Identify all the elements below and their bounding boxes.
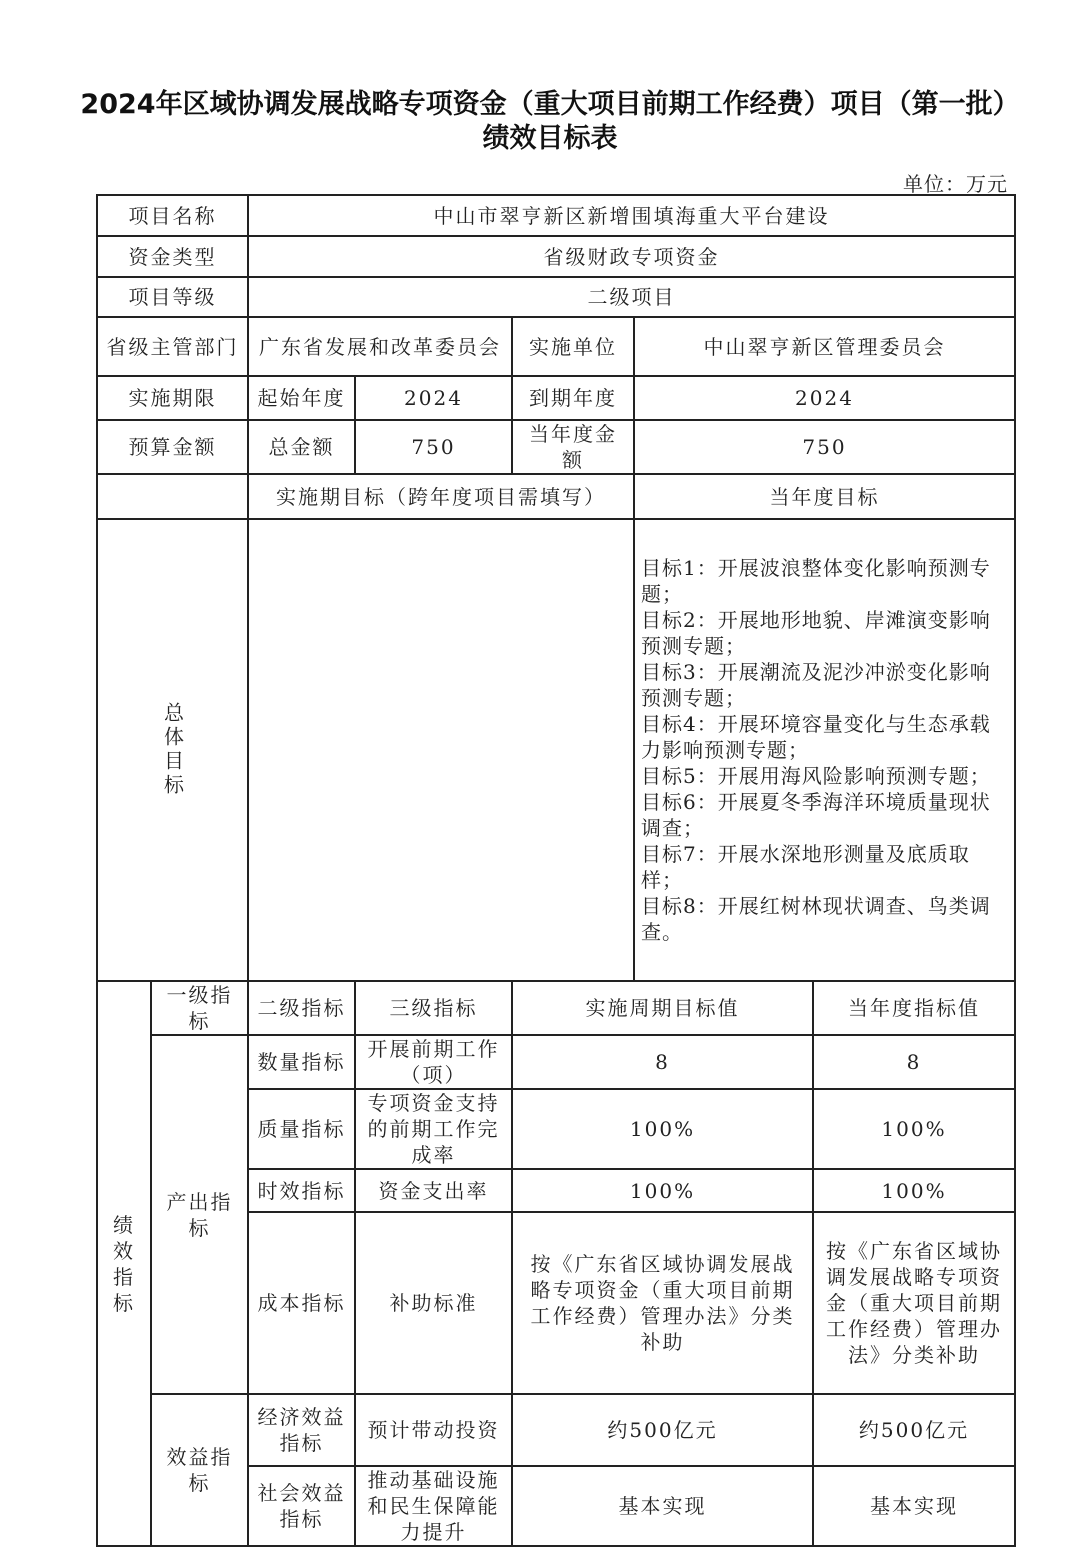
benefit-indicator-label: 效益指标 (151, 1394, 248, 1546)
goal-header-blank (97, 474, 248, 519)
start-year-value: 2024 (355, 376, 512, 420)
level3-cell: 专项资金支持的前期工作完成率 (355, 1089, 512, 1169)
implementing-unit-value: 中山翠亨新区管理委员会 (634, 317, 1015, 376)
period-goal-content (248, 519, 634, 981)
period-target-cell: 8 (512, 1035, 813, 1089)
row-goal-headers (97, 474, 1015, 519)
period-target-cell: 约500亿元 (512, 1394, 813, 1466)
header-level2: 二级指标 (248, 981, 355, 1035)
level3-cell: 推动基础设施和民生保障能力提升 (355, 1466, 512, 1546)
goal-item: 目标4：开展环境容量变化与生态承载力影响预测专题； (641, 712, 991, 762)
project-name-label: 项目名称 (97, 195, 248, 236)
project-name-value: 中山市翠亨新区新增围填海重大平台建设 (248, 195, 1015, 236)
year-target-cell: 基本实现 (813, 1466, 1015, 1546)
year-target-cell: 100% (813, 1169, 1015, 1212)
header-level1: 一级指标 (151, 981, 248, 1035)
overall-goal-label-cell (97, 519, 248, 981)
page-title: 2024年区域协调发展战略专项资金（重大项目前期工作经费）项目（第一批）绩效目标表 (80, 89, 1020, 154)
total-amount-value: 750 (355, 420, 512, 474)
period-target-cell: 基本实现 (512, 1466, 813, 1546)
header-year-target: 当年度指标值 (813, 981, 1015, 1035)
year-goal-header: 当年度目标 (634, 474, 1015, 519)
year-amount-label: 当年度金额 (512, 420, 634, 474)
level3-cell: 补助标准 (355, 1212, 512, 1394)
level3-cell: 开展前期工作（项） (355, 1035, 512, 1089)
row-department (97, 317, 1015, 376)
year-target-cell: 按《广东省区域协调发展战略专项资金（重大项目前期工作经费）管理办法》分类补助 (813, 1212, 1015, 1394)
year-goal-content (634, 519, 1015, 981)
level2-cell: 数量指标 (248, 1035, 355, 1089)
year-target-cell: 8 (813, 1035, 1015, 1089)
implementing-unit-label: 实施单位 (512, 317, 634, 376)
row-project-level (97, 277, 1015, 317)
row-period (97, 376, 1015, 420)
unit-label: 单位：万元 (903, 172, 1008, 196)
level2-cell: 成本指标 (248, 1212, 355, 1394)
department-label: 省级主管部门 (97, 317, 248, 376)
level2-cell: 时效指标 (248, 1169, 355, 1212)
period-target-cell: 100% (512, 1169, 813, 1212)
period-target-cell: 100% (512, 1089, 813, 1169)
level2-cell: 社会效益指标 (248, 1466, 355, 1546)
year-target-cell: 100% (813, 1089, 1015, 1169)
indicator-row (97, 1035, 1015, 1089)
goal-item: 目标8：开展红树林现状调查、鸟类调查。 (641, 894, 991, 944)
row-budget (97, 420, 1015, 474)
goal-item: 目标2：开展地形地貌、岸滩演变影响预测专题； (641, 608, 991, 658)
year-amount-value: 750 (634, 420, 1015, 474)
period-goal-header: 实施期目标（跨年度项目需填写） (248, 474, 634, 519)
level3-cell: 资金支出率 (355, 1169, 512, 1212)
level2-cell: 经济效益指标 (248, 1394, 355, 1466)
department-value: 广东省发展和改革委员会 (248, 317, 512, 376)
project-level-value: 二级项目 (248, 277, 1015, 317)
row-overall-goals (97, 519, 1015, 981)
indicator-row (97, 1394, 1015, 1466)
fund-type-label: 资金类型 (97, 236, 248, 277)
row-indicator-headers (97, 981, 1015, 1035)
period-target-cell: 按《广东省区域协调发展战略专项资金（重大项目前期工作经费）管理办法》分类补助 (512, 1212, 813, 1394)
fund-type-value: 省级财政专项资金 (248, 236, 1015, 277)
end-year-label: 到期年度 (512, 376, 634, 420)
goal-item: 目标1：开展波浪整体变化影响预测专题； (641, 556, 991, 606)
year-target-cell: 约500亿元 (813, 1394, 1015, 1466)
output-indicator-label: 产出指标 (151, 1035, 248, 1394)
total-amount-label: 总金额 (248, 420, 355, 474)
row-project-name (97, 195, 1015, 236)
row-fund-type (97, 236, 1015, 277)
performance-target-table (96, 194, 1016, 1547)
level2-cell: 质量指标 (248, 1089, 355, 1169)
goal-item: 目标3：开展潮流及泥沙冲淤变化影响预测专题； (641, 660, 991, 710)
header-level3: 三级指标 (355, 981, 512, 1035)
goal-item: 目标7：开展水深地形测量及底质取样； (641, 842, 970, 892)
period-label: 实施期限 (97, 376, 248, 420)
start-year-label: 起始年度 (248, 376, 355, 420)
overall-goal-label: 总体目标 (160, 702, 185, 798)
project-level-label: 项目等级 (97, 277, 248, 317)
end-year-value: 2024 (634, 376, 1015, 420)
goal-item: 目标6：开展夏冬季海洋环境质量现状调查； (641, 790, 991, 840)
level3-cell: 预计带动投资 (355, 1394, 512, 1466)
performance-indicator-label-cell (97, 981, 151, 1546)
header-period-target: 实施周期目标值 (512, 981, 813, 1035)
budget-label: 预算金额 (97, 420, 248, 474)
performance-indicator-label: 绩效指标 (113, 1212, 135, 1315)
goal-item: 目标5：开展用海风险影响预测专题； (641, 764, 991, 788)
